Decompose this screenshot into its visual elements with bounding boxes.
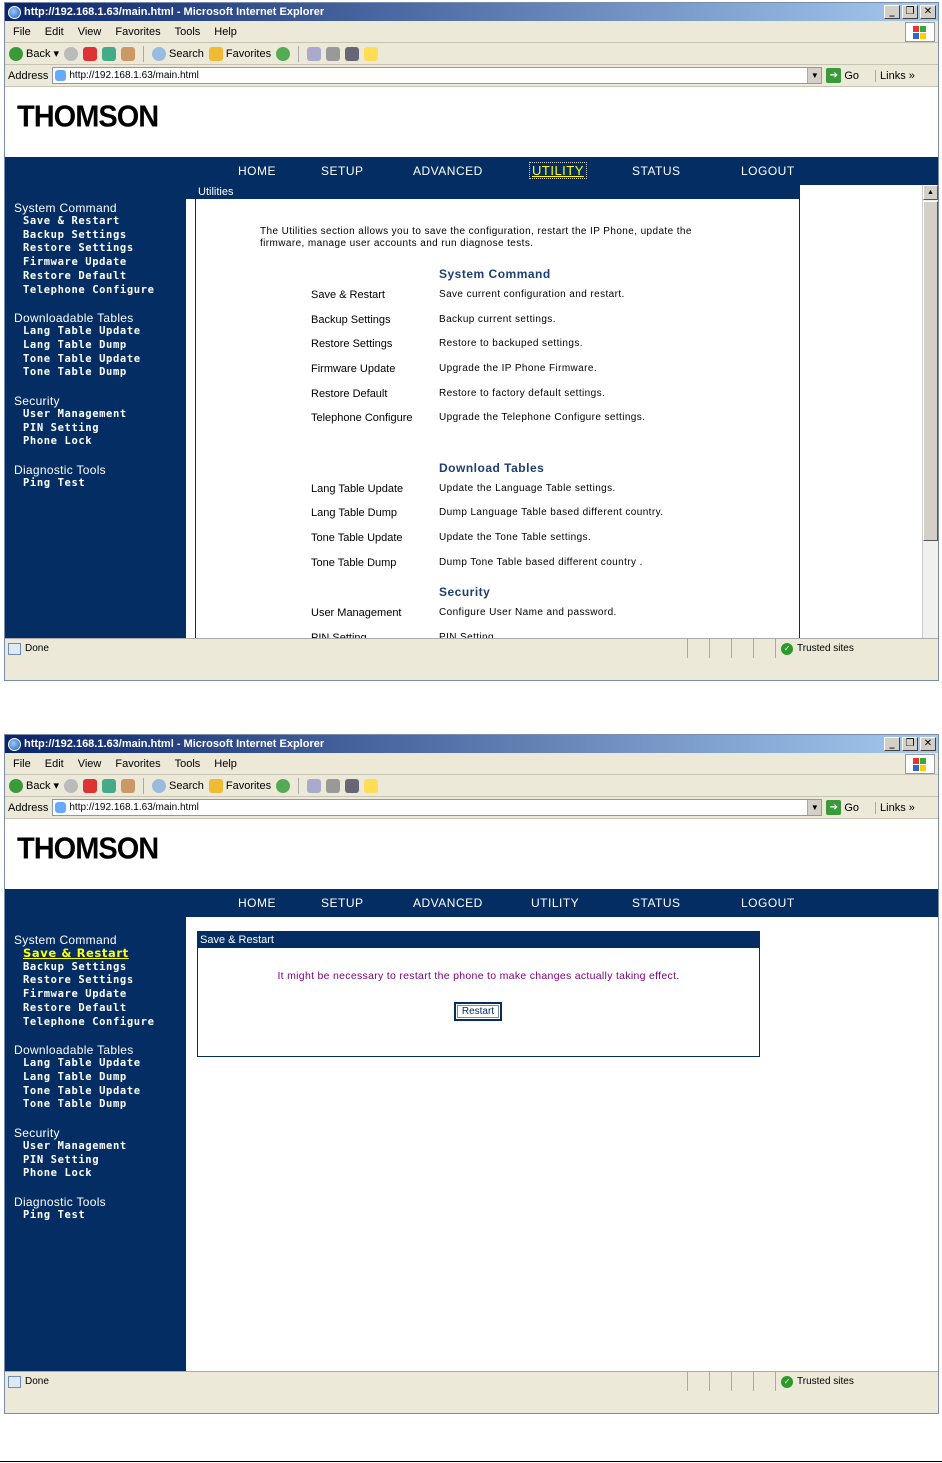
intro-text: The Utilities section allows you to save the configuration, restart the IP Phone, update the firmware, manage user accounts and run diagnose tests. <box>260 226 692 249</box>
sidebar-item-lang-table-update[interactable]: Lang Table Update <box>23 1057 141 1070</box>
menu-bar <box>5 21 938 43</box>
forward-icon[interactable] <box>64 47 78 61</box>
links-button[interactable]: Links » <box>875 70 915 82</box>
row-label: Restore Default <box>311 388 388 400</box>
sidebar-item-firmware-update[interactable]: Firmware Update <box>23 256 127 269</box>
sidebar-item-restore-default[interactable]: Restore Default <box>23 269 127 282</box>
sidebar-group-diagnostic-tools: Diagnostic Tools <box>14 1195 106 1210</box>
sidebar-group-system-command: System Command <box>14 201 117 215</box>
sidebar-item-save-restart[interactable]: Save & Restart <box>23 215 120 227</box>
sidebar-item-pin-setting[interactable]: PIN Setting <box>23 1153 100 1166</box>
address-input[interactable] <box>52 67 822 84</box>
search-icon <box>152 779 166 793</box>
sidebar-group-security: Security <box>14 1126 60 1141</box>
address-bar <box>5 797 938 819</box>
sidebar-item-lang-table-dump[interactable]: Lang Table Dump <box>23 1070 127 1083</box>
edit-icon[interactable] <box>345 779 359 793</box>
row-label: Firmware Update <box>311 363 396 375</box>
row-desc: Save current configuration and restart. <box>439 289 625 300</box>
mail-icon[interactable] <box>307 47 321 61</box>
menu-tools[interactable]: Tools <box>174 25 201 38</box>
row-desc: Update the Tone Table settings. <box>439 532 592 543</box>
status-cell <box>688 1372 710 1391</box>
row-label: Backup Settings <box>311 314 391 326</box>
sidebar-item-ping-test[interactable]: Ping Test <box>23 477 86 490</box>
close-button[interactable]: ✕ <box>920 5 936 19</box>
nav-status[interactable]: STATUS <box>632 896 681 910</box>
status-bar <box>5 638 938 658</box>
toolbar <box>5 43 938 65</box>
sidebar-item-tone-table-update[interactable]: Tone Table Update <box>23 1084 141 1097</box>
sidebar-item-lang-table-update[interactable]: Lang Table Update <box>23 325 141 338</box>
menu-help[interactable]: Help <box>214 757 237 770</box>
windows-logo-icon <box>905 22 935 42</box>
chevron-down-icon[interactable]: ▼ <box>807 800 821 815</box>
stop-icon[interactable] <box>83 47 97 61</box>
stop-icon[interactable] <box>83 779 97 793</box>
address-input[interactable] <box>52 799 822 816</box>
status-cell <box>732 639 754 658</box>
address-bar <box>5 65 938 87</box>
browser-window-save-restart <box>4 734 939 1414</box>
row-label: Restore Settings <box>311 338 393 350</box>
top-navigation <box>5 157 938 185</box>
row-label: Tone Table Update <box>311 532 403 544</box>
nav-status[interactable]: STATUS <box>632 164 681 178</box>
toolbar-divider <box>143 46 144 62</box>
sidebar-item-pin-setting[interactable]: PIN Setting <box>23 421 100 434</box>
status-cell <box>732 1372 754 1391</box>
menu-view[interactable]: View <box>77 25 102 38</box>
sidebar-item-lang-table-dump[interactable]: Lang Table Dump <box>23 338 127 351</box>
section-title-security: Security <box>439 585 491 599</box>
address-url: http://192.168.1.63/main.html <box>69 70 199 81</box>
status-cell <box>754 1372 776 1391</box>
status-cell <box>754 639 776 658</box>
nav-setup[interactable]: SETUP <box>321 896 364 910</box>
favorites-button[interactable]: Favorites <box>209 779 271 793</box>
back-arrow-icon <box>9 779 23 793</box>
status-text: Done <box>25 643 49 654</box>
status-cell <box>710 639 732 658</box>
nav-setup[interactable]: SETUP <box>321 164 364 178</box>
edit-icon[interactable] <box>345 47 359 61</box>
maximize-button[interactable]: ❐ <box>902 737 918 751</box>
sidebar-item-tone-table-dump[interactable]: Tone Table Dump <box>23 1098 127 1111</box>
row-desc: Dump Tone Table based different country . <box>439 557 643 568</box>
nav-logout[interactable]: LOGOUT <box>741 896 795 910</box>
section-title-download-tables: Download Tables <box>439 461 545 475</box>
nav-logout[interactable]: LOGOUT <box>741 164 795 178</box>
row-desc: Upgrade the Telephone Configure settings. <box>439 412 646 423</box>
web-page <box>5 87 938 658</box>
nav-home[interactable]: HOME <box>238 896 276 910</box>
nav-divider <box>186 185 195 199</box>
top-navigation <box>5 889 938 917</box>
status-cell <box>710 1372 732 1391</box>
home-icon[interactable] <box>121 779 135 793</box>
restart-button[interactable]: Restart <box>454 1002 502 1021</box>
forward-icon[interactable] <box>64 779 78 793</box>
sidebar-item-backup-settings[interactable]: Backup Settings <box>23 228 127 241</box>
row-desc: Restore to factory default settings. <box>439 388 606 399</box>
menu-view[interactable]: View <box>77 757 102 770</box>
menu-favorites[interactable]: Favorites <box>115 757 161 770</box>
windows-logo-icon <box>905 754 935 774</box>
go-arrow-icon: ➔ <box>826 68 841 83</box>
sidebar-group-diagnostic-tools: Diagnostic Tools <box>14 463 106 478</box>
security-zone: Trusted sites <box>797 1376 854 1387</box>
row-desc: Configure User Name and password. <box>439 607 617 618</box>
ie-icon <box>8 738 21 751</box>
trusted-check-icon: ✓ <box>781 1376 793 1388</box>
sidebar-item-user-management[interactable]: User Management <box>23 1140 127 1153</box>
back-button[interactable]: Back ▾ <box>9 47 59 61</box>
window-title: http://192.168.1.63/main.html - Microsoft Internet Explorer <box>24 6 325 18</box>
chevron-down-icon[interactable]: ▼ <box>807 68 821 83</box>
content-area <box>5 917 938 1391</box>
close-button[interactable]: ✕ <box>920 737 936 751</box>
minimize-button[interactable]: _ <box>884 5 900 19</box>
row-label: User Management <box>311 607 402 619</box>
print-icon[interactable] <box>326 47 340 61</box>
page-header <box>5 87 938 157</box>
menu-edit[interactable]: Edit <box>44 757 64 770</box>
sidebar-group-downloadable-tables: Downloadable Tables <box>14 1043 134 1058</box>
search-icon <box>152 47 166 61</box>
sidebar-group-downloadable-tables: Downloadable Tables <box>14 311 134 326</box>
section-title-system-command: System Command <box>439 267 551 281</box>
menu-tools[interactable]: Tools <box>174 757 201 770</box>
status-text: Done <box>25 1376 49 1387</box>
home-icon[interactable] <box>121 47 135 61</box>
menu-help[interactable]: Help <box>214 25 237 38</box>
sidebar-item-phone-lock[interactable]: Phone Lock <box>23 435 93 448</box>
sidebar-group-system-command: System Command <box>14 933 117 947</box>
scroll-thumb[interactable] <box>923 201 938 541</box>
row-desc: Dump Language Table based different country. <box>439 507 664 518</box>
menu-file[interactable]: File <box>13 25 31 38</box>
sidebar-item-restore-settings[interactable]: Restore Settings <box>23 974 134 987</box>
favorites-button[interactable]: Favorites <box>209 47 271 61</box>
mail-icon[interactable] <box>307 779 321 793</box>
sidebar-item-restore-settings[interactable]: Restore Settings <box>23 242 134 255</box>
search-button[interactable]: Search <box>152 47 204 61</box>
refresh-icon[interactable] <box>102 779 116 793</box>
row-label: Save & Restart <box>311 289 385 301</box>
menu-file[interactable]: File <box>13 757 31 770</box>
maximize-button[interactable]: ❐ <box>902 5 918 19</box>
sidebar-item-telephone-configure[interactable]: Telephone Configure <box>23 283 155 296</box>
history-icon[interactable] <box>276 779 290 793</box>
back-button[interactable]: Back ▾ <box>9 779 59 793</box>
menu-edit[interactable]: Edit <box>44 25 64 38</box>
security-zone: Trusted sites <box>797 643 854 654</box>
row-label: Tone Table Dump <box>311 557 397 569</box>
toolbar <box>5 775 938 797</box>
address-label: Address <box>8 69 49 82</box>
address-url: http://192.168.1.63/main.html <box>69 802 199 813</box>
trusted-check-icon: ✓ <box>781 643 793 655</box>
restart-message: It might be necessary to restart the phone to make changes actually taking effect. <box>277 970 680 982</box>
sidebar-item-phone-lock[interactable]: Phone Lock <box>23 1167 93 1180</box>
sidebar-group-security: Security <box>14 394 60 409</box>
page-bottom-rule <box>0 1461 942 1462</box>
messenger-icon[interactable] <box>364 47 378 61</box>
title-bar <box>5 735 938 753</box>
save-restart-panel <box>197 931 760 1057</box>
page-header <box>5 819 938 889</box>
thomson-logo: THOMSON <box>17 832 159 866</box>
sidebar-item-save-restart[interactable]: Save & Restart <box>23 946 129 960</box>
browser-window-utilities <box>4 2 939 681</box>
page-icon <box>55 802 66 813</box>
nav-advanced[interactable]: ADVANCED <box>413 164 483 178</box>
thomson-logo: THOMSON <box>17 100 159 134</box>
go-button[interactable]: ➔ Go <box>826 800 859 815</box>
panel-title: Utilities <box>196 186 799 199</box>
go-arrow-icon: ➔ <box>826 800 841 815</box>
nav-advanced[interactable]: ADVANCED <box>413 896 483 910</box>
page-done-icon <box>8 643 21 655</box>
minimize-button[interactable]: _ <box>884 737 900 751</box>
star-icon <box>209 779 223 793</box>
sidebar-item-ping-test[interactable]: Ping Test <box>23 1209 86 1222</box>
row-desc: Update the Language Table settings. <box>439 483 616 494</box>
page-icon <box>55 70 66 81</box>
vertical-scrollbar[interactable] <box>922 185 938 655</box>
scroll-up-icon[interactable]: ▲ <box>923 185 938 200</box>
nav-utility[interactable]: UTILITY <box>531 896 580 910</box>
go-button[interactable]: ➔ Go <box>826 68 859 83</box>
nav-utility[interactable]: UTILITY <box>529 162 587 179</box>
toolbar-divider <box>143 778 144 794</box>
menu-bar <box>5 753 938 775</box>
messenger-icon[interactable] <box>364 779 378 793</box>
history-icon[interactable] <box>276 47 290 61</box>
sidebar-item-user-management[interactable]: User Management <box>23 408 127 421</box>
menu-favorites[interactable]: Favorites <box>115 25 161 38</box>
status-cell <box>688 639 710 658</box>
address-label: Address <box>8 801 49 814</box>
sidebar-item-backup-settings[interactable]: Backup Settings <box>23 960 127 973</box>
sidebar-item-tone-table-dump[interactable]: Tone Table Dump <box>23 366 127 379</box>
row-desc: Restore to backuped settings. <box>439 338 583 349</box>
title-bar <box>5 3 938 21</box>
utilities-panel <box>195 185 800 655</box>
sidebar-item-tone-table-update[interactable]: Tone Table Update <box>23 352 141 365</box>
page-done-icon <box>8 1376 21 1388</box>
sidebar <box>5 185 186 658</box>
toolbar-divider <box>298 46 299 62</box>
back-arrow-icon <box>9 47 23 61</box>
star-icon <box>209 47 223 61</box>
row-label: Lang Table Update <box>311 483 404 495</box>
refresh-icon[interactable] <box>102 47 116 61</box>
sidebar-item-firmware-update[interactable]: Firmware Update <box>23 988 127 1001</box>
row-label: Telephone Configure <box>311 412 413 424</box>
panel-title: Save & Restart <box>198 932 759 948</box>
row-desc: Backup current settings. <box>439 314 556 325</box>
window-title: http://192.168.1.63/main.html - Microsoft Internet Explorer <box>24 738 325 750</box>
sidebar-item-restore-default[interactable]: Restore Default <box>23 1001 127 1014</box>
row-label: Lang Table Dump <box>311 507 398 519</box>
sidebar-item-telephone-configure[interactable]: Telephone Configure <box>23 1015 155 1028</box>
search-button[interactable]: Search <box>152 779 204 793</box>
sidebar <box>5 917 186 1391</box>
ie-icon <box>8 6 21 19</box>
web-page <box>5 819 938 1391</box>
nav-home[interactable]: HOME <box>238 164 276 178</box>
status-bar <box>5 1371 938 1391</box>
content-area <box>5 185 938 658</box>
print-icon[interactable] <box>326 779 340 793</box>
toolbar-divider <box>298 778 299 794</box>
row-desc: Upgrade the IP Phone Firmware. <box>439 363 598 374</box>
links-button[interactable]: Links » <box>875 802 915 814</box>
